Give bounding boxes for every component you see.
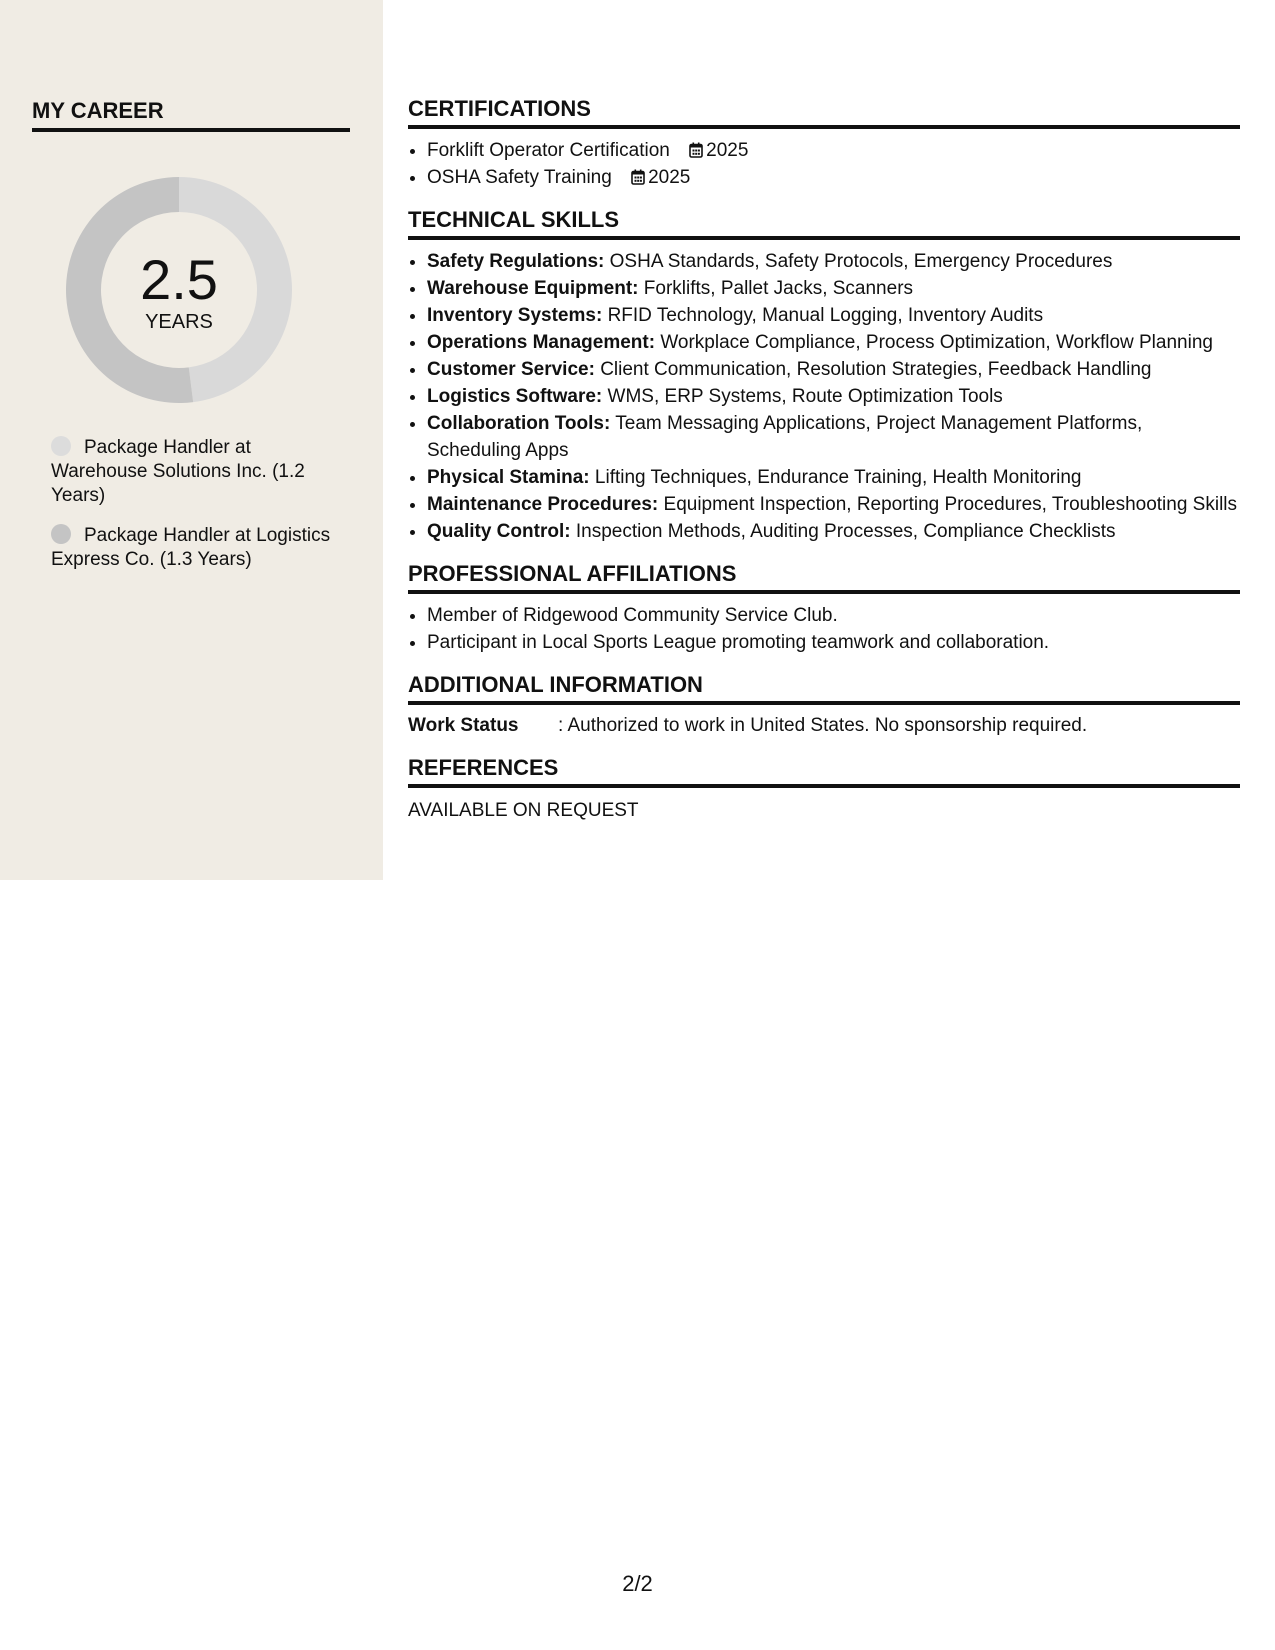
- skills-list: [408, 248, 1240, 545]
- skill-text: Lifting Techniques, Endurance Training, Health Monitoring: [594, 467, 1082, 488]
- list-item: [427, 137, 1240, 164]
- list-item: • Participant in Local Sports League promoting teamwork and collaboration.: [427, 629, 1240, 656]
- list-item: [427, 518, 1240, 545]
- skill-text: WMS, ERP Systems, Route Optimization Tools: [607, 386, 1003, 407]
- skill-label: Quality Control:: [427, 521, 571, 542]
- additional-information-section: [408, 670, 1240, 739]
- skill-text: RFID Technology, Manual Logging, Inventory Audits: [607, 305, 1044, 326]
- skill-label: Logistics Software:: [427, 386, 603, 407]
- skill-label: Warehouse Equipment:: [427, 278, 639, 299]
- references-text: AVAILABLE ON REQUEST: [408, 800, 639, 821]
- career-item: [51, 436, 341, 508]
- legend-dot-icon: [51, 436, 71, 456]
- certification-name: OSHA Safety Training: [427, 167, 612, 188]
- certifications-section: [408, 94, 1240, 191]
- main-content: [408, 94, 1240, 824]
- list-item: [427, 248, 1240, 275]
- total-years-unit: YEARS: [145, 311, 213, 333]
- section-title-technical-skills: TECHNICAL SKILLS: [408, 205, 1240, 240]
- technical-skills-section: [408, 205, 1240, 545]
- list-item: [427, 329, 1240, 356]
- list-item: [427, 410, 1240, 464]
- certification-name: Forklift Operator Certification: [427, 140, 670, 161]
- skill-text: Team Messaging Applications, Project Management Platforms, Scheduling Apps: [427, 413, 1143, 461]
- section-title-certifications: CERTIFICATIONS: [408, 94, 1240, 129]
- skill-text: Client Communication, Resolution Strategies, Feedback Handling: [600, 359, 1152, 380]
- page-number: 2/2: [622, 1571, 653, 1596]
- affiliations-list: [408, 602, 1240, 656]
- skill-label: Collaboration Tools:: [427, 413, 611, 434]
- career-item-label: Package Handler at Logistics Express Co. (1.3 Years): [51, 525, 331, 570]
- total-years-value: 2.5: [140, 248, 218, 311]
- certifications-list: [408, 137, 1240, 191]
- list-item: [427, 302, 1240, 329]
- skill-label: Physical Stamina:: [427, 467, 590, 488]
- sidebar: [0, 0, 383, 880]
- calendar-icon: [689, 142, 703, 158]
- skill-label: Customer Service:: [427, 359, 595, 380]
- work-status-row: [408, 712, 1240, 739]
- career-item: [51, 524, 341, 572]
- section-title-references: REFERENCES: [408, 753, 1240, 788]
- list-item: • Member of Ridgewood Community Service Club.: [427, 602, 1240, 629]
- list-item: [427, 164, 1240, 191]
- skill-label: Operations Management:: [427, 332, 656, 353]
- skill-label: Safety Regulations:: [427, 251, 605, 272]
- career-legend: [51, 436, 341, 588]
- section-title-professional-affiliations: PROFESSIONAL AFFILIATIONS: [408, 559, 1240, 594]
- work-status-value: : Authorized to work in United States. No sponsorship required.: [558, 715, 1088, 736]
- skill-text: Inspection Methods, Auditing Processes, Compliance Checklists: [575, 521, 1116, 542]
- skill-label: Inventory Systems:: [427, 305, 603, 326]
- skill-text: Workplace Compliance, Process Optimization, Workflow Planning: [660, 332, 1213, 353]
- list-item: [427, 383, 1240, 410]
- work-status-label: Work Status: [408, 715, 519, 736]
- list-item: [427, 464, 1240, 491]
- references-section: [408, 753, 1240, 824]
- section-title-additional-information: ADDITIONAL INFORMATION: [408, 670, 1240, 705]
- calendar-icon: [631, 169, 645, 185]
- certification-year: 2025: [648, 167, 691, 188]
- skill-text: Forklifts, Pallet Jacks, Scanners: [643, 278, 914, 299]
- list-item: [427, 491, 1240, 518]
- skill-label: Maintenance Procedures:: [427, 494, 659, 515]
- list-item: [427, 356, 1240, 383]
- list-item: [427, 275, 1240, 302]
- certification-year: 2025: [706, 140, 749, 161]
- skill-text: OSHA Standards, Safety Protocols, Emergency Procedures: [609, 251, 1113, 272]
- career-item-label: Package Handler at Warehouse Solutions Inc. (1.2 Years): [51, 437, 305, 506]
- professional-affiliations-section: [408, 559, 1240, 656]
- sidebar-title: MY CAREER: [32, 96, 350, 132]
- legend-dot-icon: [51, 524, 71, 544]
- skill-text: Equipment Inspection, Reporting Procedures, Troubleshooting Skills: [663, 494, 1238, 515]
